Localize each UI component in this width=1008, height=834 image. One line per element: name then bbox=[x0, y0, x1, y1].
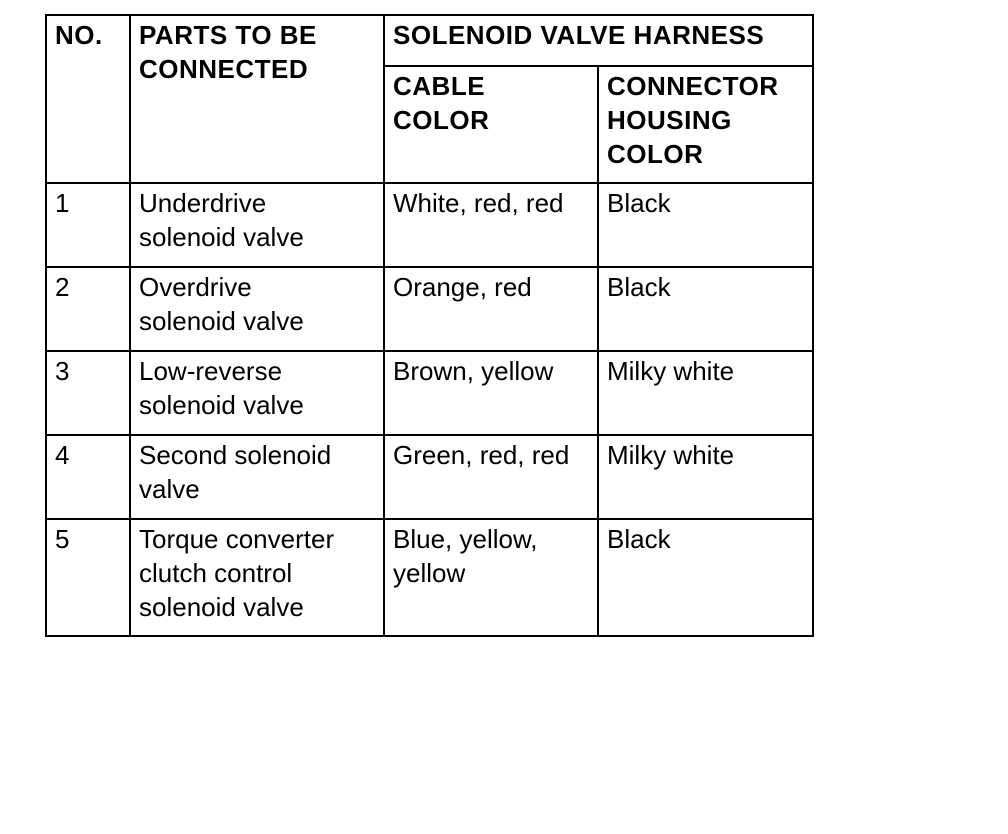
cell-housing-color bbox=[598, 351, 813, 435]
cell-parts-line: solenoid valve bbox=[139, 222, 304, 252]
cell-cable-line: White, red, red bbox=[393, 188, 564, 218]
cell-housing-color bbox=[598, 267, 813, 351]
cell-parts-line: solenoid valve bbox=[139, 390, 304, 420]
cell-parts bbox=[130, 435, 384, 519]
header-parts bbox=[130, 15, 384, 183]
table-row bbox=[46, 519, 813, 636]
header-cable-line: COLOR bbox=[393, 105, 490, 135]
cell-cable-line: yellow bbox=[393, 558, 466, 588]
cell-parts bbox=[130, 519, 384, 636]
header-solenoid-valve-harness: SOLENOID VALVE HARNESS bbox=[384, 15, 813, 66]
cell-parts bbox=[130, 267, 384, 351]
cell-cable-line: Green, red, red bbox=[393, 440, 570, 470]
cell-no: 5 bbox=[46, 519, 130, 636]
cell-cable-line: Brown, yellow bbox=[393, 356, 554, 386]
cell-parts-line: solenoid valve bbox=[139, 592, 304, 622]
header-housing-line: HOUSING bbox=[607, 105, 732, 135]
cell-no: 4 bbox=[46, 435, 130, 519]
cell-parts-line: Torque converter bbox=[139, 524, 335, 554]
cell-parts-line: clutch control bbox=[139, 558, 293, 588]
header-connector-housing-color bbox=[598, 66, 813, 183]
cell-cable-color bbox=[384, 267, 598, 351]
cell-parts-line: Underdrive bbox=[139, 188, 267, 218]
header-parts-line: CONNECTED bbox=[139, 54, 309, 84]
header-cable-line: CABLE bbox=[393, 71, 486, 101]
header-cable-color bbox=[384, 66, 598, 183]
cell-housing-line: Milky white bbox=[607, 440, 735, 470]
table-row bbox=[46, 351, 813, 435]
cell-cable-color bbox=[384, 351, 598, 435]
cell-housing-line: Black bbox=[607, 524, 671, 554]
cell-cable-color bbox=[384, 519, 598, 636]
cell-no: 1 bbox=[46, 183, 130, 267]
cell-housing-line: Milky white bbox=[607, 356, 735, 386]
table-row bbox=[46, 435, 813, 519]
solenoid-harness-table bbox=[45, 14, 814, 637]
header-housing-line: COLOR bbox=[607, 139, 704, 169]
cell-parts-line: Overdrive bbox=[139, 272, 252, 302]
header-no: NO. bbox=[46, 15, 130, 183]
cell-parts bbox=[130, 351, 384, 435]
cell-parts-line: Second solenoid bbox=[139, 440, 332, 470]
table-row bbox=[46, 267, 813, 351]
cell-cable-line: Blue, yellow, bbox=[393, 524, 538, 554]
header-parts-line: PARTS TO BE bbox=[139, 20, 317, 50]
cell-cable-color bbox=[384, 183, 598, 267]
cell-housing-line: Black bbox=[607, 188, 671, 218]
cell-housing-color bbox=[598, 519, 813, 636]
cell-no: 2 bbox=[46, 267, 130, 351]
header-row bbox=[46, 15, 813, 66]
cell-cable-color bbox=[384, 435, 598, 519]
cell-parts-line: solenoid valve bbox=[139, 306, 304, 336]
cell-housing-line: Black bbox=[607, 272, 671, 302]
cell-no: 3 bbox=[46, 351, 130, 435]
header-housing-line: CONNECTOR bbox=[607, 71, 779, 101]
table-row bbox=[46, 183, 813, 267]
cell-parts bbox=[130, 183, 384, 267]
cell-housing-color bbox=[598, 435, 813, 519]
cell-parts-line: valve bbox=[139, 474, 200, 504]
cell-housing-color bbox=[598, 183, 813, 267]
cell-parts-line: Low-reverse bbox=[139, 356, 283, 386]
cell-cable-line: Orange, red bbox=[393, 272, 532, 302]
